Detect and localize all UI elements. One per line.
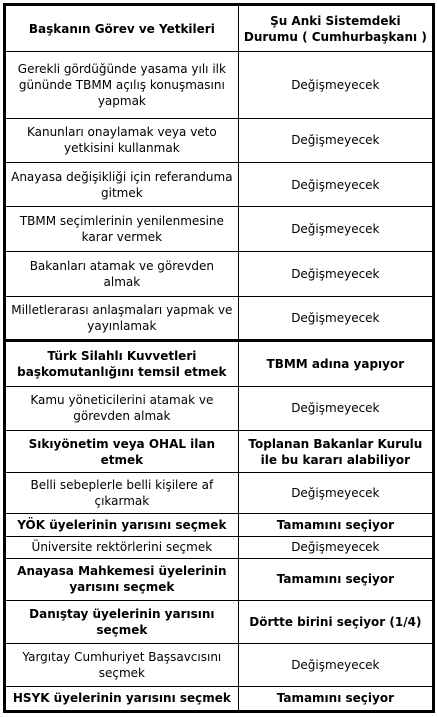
duty-cell: Anayasa değişikliği için referanduma gitmek	[6, 162, 239, 206]
duty-cell: Milletlerarası anlaşmaları yapmak ve yayınlamak	[6, 296, 239, 340]
table-row	[6, 341, 433, 386]
status-cell: Toplanan Bakanlar Kurulu ile bu kararı alabiliyor	[238, 431, 432, 473]
table-row	[6, 686, 433, 710]
table-body	[6, 52, 433, 711]
comparison-table	[5, 5, 433, 711]
status-cell: Değişmeyecek	[238, 52, 432, 119]
duty-cell: Anayasa Mahkemesi üyelerinin yarısını seçmek	[6, 558, 239, 600]
status-cell: Tamamını seçiyor	[238, 686, 432, 710]
table-row	[6, 296, 433, 340]
table-row	[6, 644, 433, 686]
table-row	[6, 473, 433, 514]
status-cell: Değişmeyecek	[238, 473, 432, 514]
duty-cell: HSYK üyelerinin yarısını seçmek	[6, 686, 239, 710]
status-cell: TBMM adına yapıyor	[238, 341, 432, 386]
table-row	[6, 386, 433, 430]
table-row	[6, 162, 433, 206]
status-cell: Değişmeyecek	[238, 207, 432, 251]
duty-cell: Danıştay üyelerinin yarısını seçmek	[6, 601, 239, 644]
table-row	[6, 118, 433, 162]
duty-cell: Kanunları onaylamak veya veto yetkisini kullanmak	[6, 118, 239, 162]
table-row	[6, 514, 433, 536]
status-cell: Tamamını seçiyor	[238, 514, 432, 536]
duty-cell: YÖK üyelerinin yarısını seçmek	[6, 514, 239, 536]
status-cell: Dörtte birini seçiyor (1/4)	[238, 601, 432, 644]
duty-cell: Sıkıyönetim veya OHAL ilan etmek	[6, 431, 239, 473]
duty-cell: Yargıtay Cumhuriyet Başsavcısını seçmek	[6, 644, 239, 686]
status-cell: Değişmeyecek	[238, 536, 432, 558]
status-cell: Değişmeyecek	[238, 162, 432, 206]
duty-cell: Üniversite rektörlerini seçmek	[6, 536, 239, 558]
status-cell: Değişmeyecek	[238, 296, 432, 340]
table-header-row	[6, 6, 433, 52]
table-row	[6, 431, 433, 473]
table-row	[6, 251, 433, 296]
duty-cell: Kamu yöneticilerini atamak ve görevden almak	[6, 386, 239, 430]
table-row	[6, 558, 433, 600]
status-cell: Değişmeyecek	[238, 644, 432, 686]
status-cell: Tamamını seçiyor	[238, 558, 432, 600]
comparison-table-frame	[3, 3, 435, 713]
status-cell: Değişmeyecek	[238, 386, 432, 430]
table-row	[6, 536, 433, 558]
status-cell: Değişmeyecek	[238, 251, 432, 296]
duty-cell: TBMM seçimlerinin yenilenmesine karar vermek	[6, 207, 239, 251]
duty-cell: Bakanları atamak ve görevden almak	[6, 251, 239, 296]
status-cell: Değişmeyecek	[238, 118, 432, 162]
table-row	[6, 52, 433, 119]
header-duties: Başkanın Görev ve Yetkileri	[6, 6, 239, 52]
duty-cell: Türk Silahlı Kuvvetleri başkomutanlığını temsil etmek	[6, 341, 239, 386]
table-row	[6, 207, 433, 251]
duty-cell: Belli sebeplerle belli kişilere af çıkarmak	[6, 473, 239, 514]
table-row	[6, 601, 433, 644]
header-current-status: Şu Anki Sistemdeki Durumu ( Cumhurbaşkanı )	[238, 6, 432, 52]
duty-cell: Gerekli gördüğünde yasama yılı ilk gününde TBMM açılış konuşmasını yapmak	[6, 52, 239, 119]
